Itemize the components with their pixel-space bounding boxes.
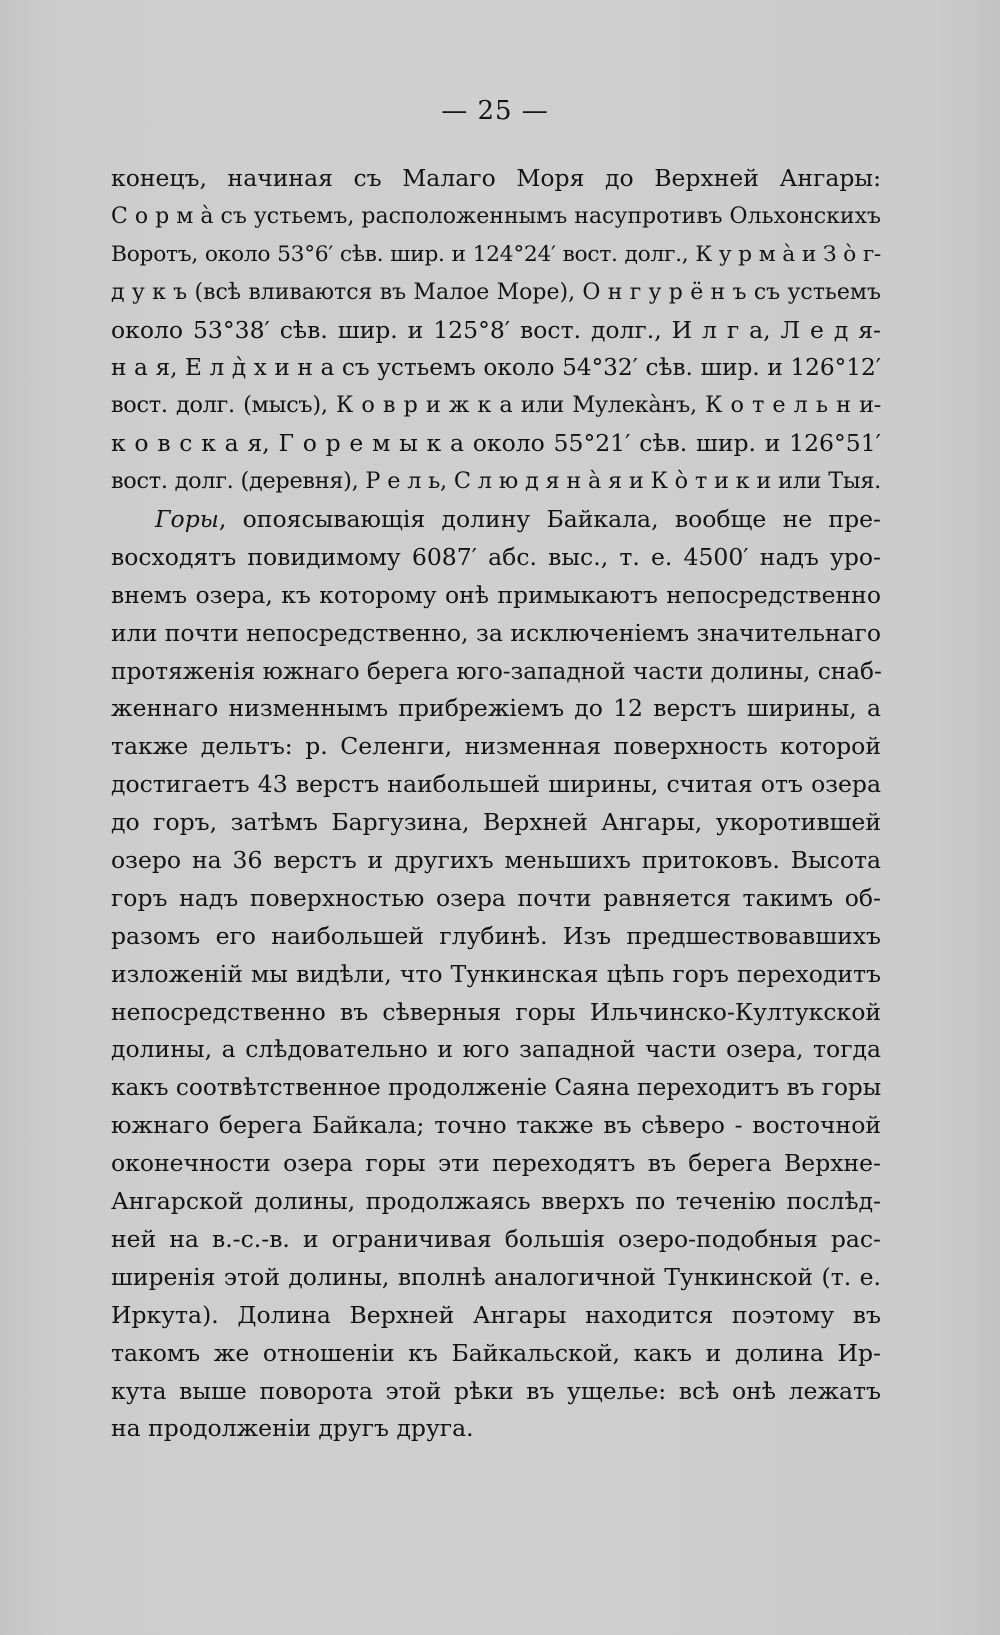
text-line: ширенія этой долины, вполнѣ аналогичной Тункинской (т. е. [111, 1262, 881, 1291]
text-line: внемъ озера, къ которому онѣ примыкаютъ непосредственно [111, 580, 881, 609]
text-line: также дельтъ: р. Селенги, низменная поверхность которой [111, 732, 881, 761]
text-line: около 53°38′ сѣв. шир. и 125°8′ вост. долг., И л г а, Л е д я- [111, 315, 881, 344]
text-line: к о в с к а я, Г о р е м ы к а около 55°21′ сѣв. шир. и 126°51′ [111, 429, 881, 458]
text-line: н а я, Е л д̀ х и н а съ устьемъ около 54°32′ сѣв. шир. и 126°12′ [111, 354, 881, 382]
text-line: ней на в.-с.-в. и ограничивая большія озеро-подобныя рас- [111, 1224, 881, 1253]
text-line: долины, а слѣдовательно и юго западной части озера, тогда [111, 1035, 881, 1064]
text-line: Ангарской долины, продолжаясь вверхъ по теченію послѣд- [111, 1187, 881, 1216]
text-line: конецъ, начиная съ Малаго Моря до Верхней Ангары: [111, 164, 881, 192]
text-line: до горъ, затѣмъ Баргузина, Верхней Ангары, укоротившей [111, 808, 881, 837]
text-line: или почти непосредственно, за исключеніемъ значительнаго [111, 618, 881, 647]
text-line: южнаго берега Байкала; точно также въ сѣверо - восточной [111, 1111, 881, 1140]
text-line-last: на продолженіи другъ друга. [111, 1414, 474, 1443]
text-line: непосредственно въ сѣверныя горы Ильчинско-Култукской [111, 997, 881, 1026]
text-line: Иркута). Долина Верхней Ангары находится поэтому въ [111, 1300, 881, 1329]
text-line: какъ соотвѣтственное продолженіе Саяна переходитъ въ горы [111, 1074, 882, 1102]
text-line: кута выше поворота этой рѣки въ ущелье: всѣ онѣ лежатъ [111, 1376, 881, 1405]
text-line: С о р м а̀ съ устьемъ, расположеннымъ насупротивъ Ольхонскихъ [111, 203, 881, 229]
text-line: восходятъ повидимому 6087′ абс. выс., т. е. 4500′ надъ уро- [111, 542, 881, 571]
emphasized-word: Горы [155, 505, 219, 534]
text-line: д у к ъ (всѣ вливаются въ Малое Море), О н г у р ё н ъ съ устьемъ [111, 279, 881, 305]
text-line: разомъ его наибольшей глубинѣ. Изъ предшествовавшихъ [111, 921, 881, 950]
text-line: оконечности озера горы эти переходятъ въ берега Верхне- [111, 1149, 881, 1178]
text-line: женнаго низменнымъ прибрежіемъ до 12 верстъ ширины, а [111, 694, 881, 723]
text-line: достигаетъ 43 верстъ наибольшей ширины, считая отъ озера [111, 770, 881, 799]
body-text [111, 160, 881, 1448]
text-line: озеро на 36 верстъ и другихъ меньшихъ притоковъ. Высота [111, 846, 881, 875]
text-line: Воротъ, около 53°6′ сѣв. шир. и 124°24′ вост. долг., К у р м а̀ и З о̀ г- [111, 241, 881, 267]
text-line: вост. долг. (деревня), Р е л ь, С л ю д я н а̀ я и К о̀ т и к и или Тыя. [111, 468, 881, 495]
text-line: такомъ же отношеніи къ Байкальской, какъ и долина Ир- [111, 1338, 881, 1367]
page-number: — 25 — [441, 96, 549, 126]
text-line: горъ надъ поверхностью озера почти равняется такимъ об- [111, 883, 881, 912]
text-line: вост. долг. (мысъ), К о в р и ж к а или Мулека̀нъ, К о т е л ь н и- [111, 392, 881, 419]
text-line: изложеній мы видѣли, что Тункинская цѣпь горъ переходитъ [111, 959, 881, 988]
paragraph-first-line: Горы, опоясывающія долину Байкала, вообще не пре- [155, 505, 881, 534]
text-line: протяженія южнаго берега юго-западной части долины, снаб- [111, 657, 882, 685]
